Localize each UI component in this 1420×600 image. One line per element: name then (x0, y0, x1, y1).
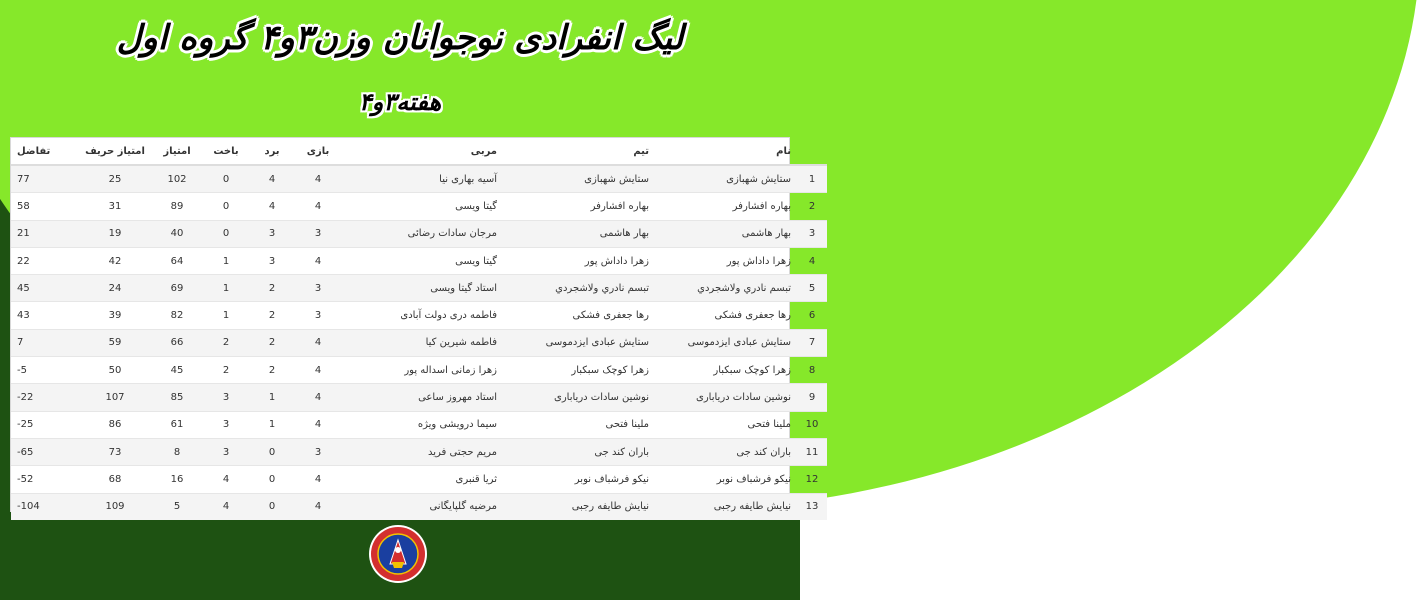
federation-emblem-icon (368, 524, 428, 584)
points-value: 8 (151, 438, 203, 465)
column-header-won[interactable]: برد (249, 138, 295, 165)
opponent-points-value: 59 (79, 329, 151, 356)
points-value: 64 (151, 247, 203, 274)
lost-count: 1 (203, 247, 249, 274)
lost-count: 1 (203, 302, 249, 329)
team-name: ملینا فتحی (503, 411, 655, 438)
opponent-points-value: 109 (79, 493, 151, 520)
opponent-points-value: 68 (79, 466, 151, 493)
page-title: لیگ انفرادی نوجوانان وزن۳و۴ گروه اول (116, 18, 684, 58)
coach-name: ثریا قنبری (341, 466, 503, 493)
player-name: زهرا کوچک سبکبار (655, 357, 797, 384)
difference-value: 22 (11, 247, 79, 274)
won-count: 2 (249, 357, 295, 384)
coach-name: فاطمه شیرین کیا (341, 329, 503, 356)
played-count: 4 (295, 165, 341, 193)
table-row[interactable] (11, 247, 827, 274)
opponent-points-value: 86 (79, 411, 151, 438)
points-value: 82 (151, 302, 203, 329)
opponent-points-value: 39 (79, 302, 151, 329)
played-count: 4 (295, 466, 341, 493)
won-count: 0 (249, 438, 295, 465)
player-name: رها جعفری فشکی (655, 302, 797, 329)
standings-table-panel (10, 137, 819, 513)
points-value: 5 (151, 493, 203, 520)
difference-value: 65- (11, 438, 79, 465)
team-name: تبسم نادري ولاشجردي (503, 275, 655, 302)
column-header-points[interactable]: امتیاز (151, 138, 203, 165)
row-index: 8 (797, 357, 827, 384)
column-header-lost[interactable]: باخت (203, 138, 249, 165)
team-name: نیایش طایفه رجبی (503, 493, 655, 520)
table-row[interactable] (11, 302, 827, 329)
column-header-coach[interactable]: مربی (341, 138, 503, 165)
team-name: ستایش شهبازی (503, 165, 655, 193)
table-header-row (11, 138, 827, 165)
won-count: 2 (249, 302, 295, 329)
lost-count: 2 (203, 357, 249, 384)
player-name: زهرا داداش پور (655, 247, 797, 274)
coach-name: گیتا ویسی (341, 247, 503, 274)
points-value: 102 (151, 165, 203, 193)
coach-name: گیتا ویسی (341, 193, 503, 220)
table-body (11, 165, 827, 520)
played-count: 3 (295, 302, 341, 329)
row-index: 9 (797, 384, 827, 411)
won-count: 3 (249, 247, 295, 274)
row-index: 13 (797, 493, 827, 520)
week-subtitle: هفته۳و۴ (358, 88, 442, 116)
lost-count: 4 (203, 466, 249, 493)
opponent-points-value: 24 (79, 275, 151, 302)
lost-count: 0 (203, 165, 249, 193)
won-count: 2 (249, 275, 295, 302)
team-name: بهاره افشارفر (503, 193, 655, 220)
won-count: 2 (249, 329, 295, 356)
opponent-points-value: 73 (79, 438, 151, 465)
player-name: باران کند جی (655, 438, 797, 465)
difference-value: 58 (11, 193, 79, 220)
team-name: ستایش عبادی ایزدموسی (503, 329, 655, 356)
played-count: 4 (295, 411, 341, 438)
played-count: 4 (295, 493, 341, 520)
difference-value: 77 (11, 165, 79, 193)
points-value: 40 (151, 220, 203, 247)
row-index: 7 (797, 329, 827, 356)
difference-value: 25- (11, 411, 79, 438)
played-count: 4 (295, 384, 341, 411)
lost-count: 4 (203, 493, 249, 520)
row-index: 6 (797, 302, 827, 329)
difference-value: 45 (11, 275, 79, 302)
table-row[interactable] (11, 220, 827, 247)
points-value: 69 (151, 275, 203, 302)
lost-count: 1 (203, 275, 249, 302)
opponent-points-value: 107 (79, 384, 151, 411)
played-count: 4 (295, 193, 341, 220)
player-name: بهاره افشارفر (655, 193, 797, 220)
row-index: 1 (797, 165, 827, 193)
points-value: 85 (151, 384, 203, 411)
coach-name: استاد گیتا ویسی (341, 275, 503, 302)
row-index: 5 (797, 275, 827, 302)
played-count: 4 (295, 357, 341, 384)
column-header-played[interactable]: بازی (295, 138, 341, 165)
difference-value: 22- (11, 384, 79, 411)
player-name: بهار هاشمی (655, 220, 797, 247)
player-name: نیایش طایفه رجبی (655, 493, 797, 520)
difference-value: 5- (11, 357, 79, 384)
lost-count: 0 (203, 193, 249, 220)
row-index: 12 (797, 466, 827, 493)
coach-name: مرضیه گلپایگانی (341, 493, 503, 520)
table-row[interactable] (11, 329, 827, 356)
team-name: نیکو فرشباف نوبر (503, 466, 655, 493)
team-name: بهار هاشمی (503, 220, 655, 247)
lost-count: 3 (203, 411, 249, 438)
table-row[interactable] (11, 275, 827, 302)
points-value: 61 (151, 411, 203, 438)
opponent-points-value: 19 (79, 220, 151, 247)
team-name: زهرا کوچک سبکبار (503, 357, 655, 384)
row-index: 4 (797, 247, 827, 274)
column-header-name[interactable]: نام (655, 138, 797, 165)
coach-name: سیما درویشی ویژه (341, 411, 503, 438)
points-value: 89 (151, 193, 203, 220)
player-name: ستایش عبادی ایزدموسی (655, 329, 797, 356)
played-count: 3 (295, 220, 341, 247)
table-row[interactable] (11, 165, 827, 193)
coach-name: مریم حجتی فرید (341, 438, 503, 465)
row-index: 11 (797, 438, 827, 465)
standings-table (11, 138, 827, 520)
difference-value: 21 (11, 220, 79, 247)
player-name: ستایش شهبازی (655, 165, 797, 193)
points-value: 16 (151, 466, 203, 493)
coach-name: آسیه بهاری نیا (341, 165, 503, 193)
column-header-index (797, 138, 827, 165)
player-name: نوشین سادات دریاباری (655, 384, 797, 411)
row-index: 2 (797, 193, 827, 220)
lost-count: 2 (203, 329, 249, 356)
played-count: 3 (295, 275, 341, 302)
table-row[interactable] (11, 357, 827, 384)
won-count: 4 (249, 165, 295, 193)
table-row[interactable] (11, 466, 827, 493)
table-row[interactable] (11, 411, 827, 438)
column-header-opponent-points[interactable]: امتیاز حریف (79, 138, 151, 165)
won-count: 1 (249, 384, 295, 411)
coach-name: مرجان سادات رضائی (341, 220, 503, 247)
lost-count: 3 (203, 438, 249, 465)
won-count: 3 (249, 220, 295, 247)
table-row[interactable] (11, 193, 827, 220)
column-header-team[interactable]: تیم (503, 138, 655, 165)
row-index: 3 (797, 220, 827, 247)
points-value: 66 (151, 329, 203, 356)
team-name: باران کند جی (503, 438, 655, 465)
won-count: 1 (249, 411, 295, 438)
coach-name: فاطمه دری دولت آبادی (341, 302, 503, 329)
played-count: 4 (295, 329, 341, 356)
difference-value: 52- (11, 466, 79, 493)
won-count: 4 (249, 193, 295, 220)
opponent-points-value: 50 (79, 357, 151, 384)
team-name: رها جعفری فشکی (503, 302, 655, 329)
player-name: تبسم نادري ولاشجردي (655, 275, 797, 302)
column-header-difference[interactable]: تفاضل (11, 138, 79, 165)
points-value: 45 (151, 357, 203, 384)
table-row[interactable] (11, 493, 827, 520)
opponent-points-value: 25 (79, 165, 151, 193)
won-count: 0 (249, 493, 295, 520)
team-name: زهرا داداش پور (503, 247, 655, 274)
row-index: 10 (797, 411, 827, 438)
player-name: ملینا فتحی (655, 411, 797, 438)
difference-value: 7 (11, 329, 79, 356)
opponent-points-value: 31 (79, 193, 151, 220)
won-count: 0 (249, 466, 295, 493)
player-name: نیکو فرشباف نوبر (655, 466, 797, 493)
difference-value: 104- (11, 493, 79, 520)
coach-name: زهرا زمانی اسداله پور (341, 357, 503, 384)
difference-value: 43 (11, 302, 79, 329)
table-row[interactable] (11, 438, 827, 465)
lost-count: 0 (203, 220, 249, 247)
lost-count: 3 (203, 384, 249, 411)
opponent-points-value: 42 (79, 247, 151, 274)
coach-name: استاد مهروز ساعی (341, 384, 503, 411)
played-count: 4 (295, 247, 341, 274)
table-row[interactable] (11, 384, 827, 411)
played-count: 3 (295, 438, 341, 465)
team-name: نوشین سادات دریاباری (503, 384, 655, 411)
